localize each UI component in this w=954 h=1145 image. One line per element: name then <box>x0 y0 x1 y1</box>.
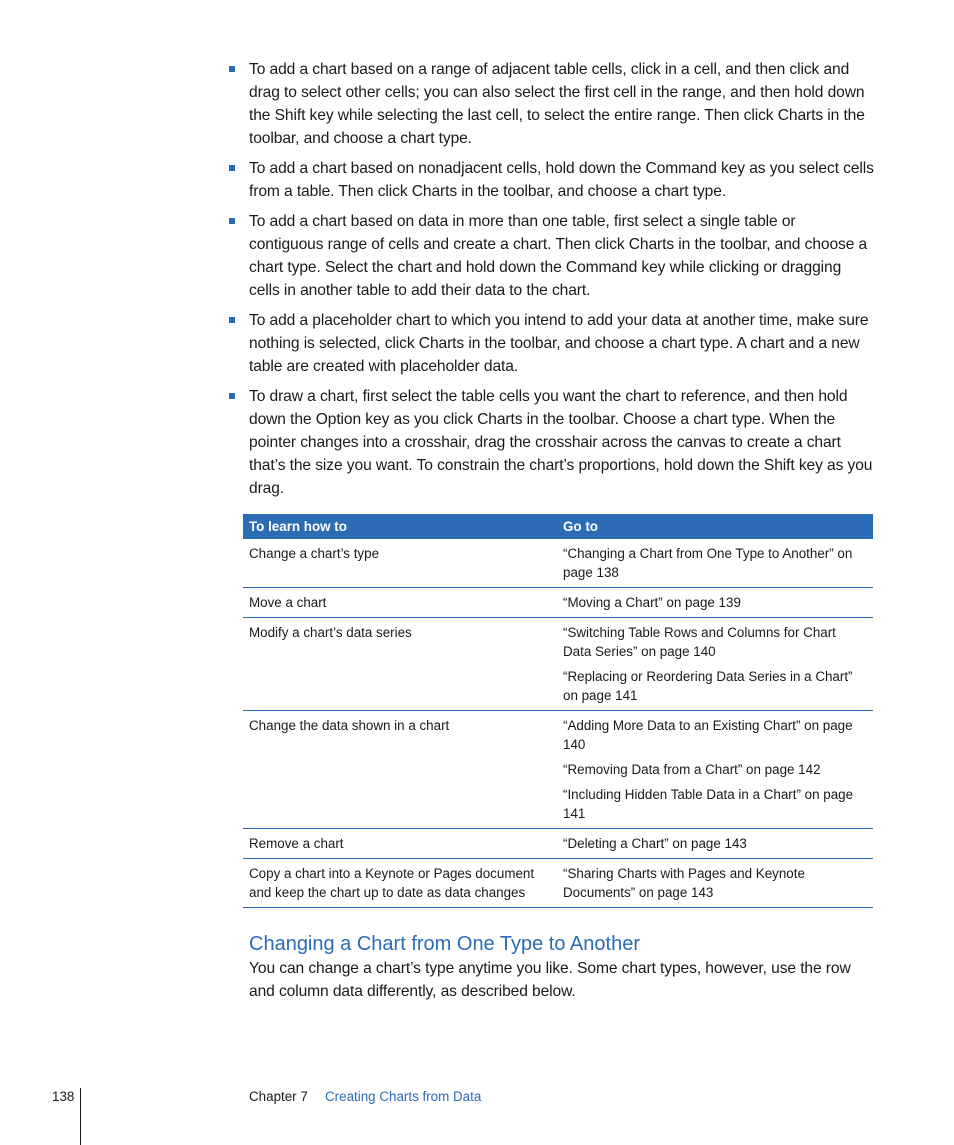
cross-reference: “Sharing Charts with Pages and Keynote Documents” on page 143 <box>563 866 805 900</box>
bullet-item <box>228 210 874 302</box>
goto-cell <box>557 618 873 711</box>
square-bullet-icon <box>229 218 235 224</box>
bullet-item <box>228 309 874 378</box>
square-bullet-icon <box>229 393 235 399</box>
cross-reference: “Replacing or Reordering Data Series in a Chart” on page 141 <box>563 669 853 703</box>
table-row <box>243 859 873 908</box>
task-cell: Change the data shown in a chart <box>243 711 557 829</box>
square-bullet-icon <box>229 317 235 323</box>
reference-table <box>243 514 873 908</box>
bullet-text: To add a chart based on data in more than one table, first select a single table or contiguous range of cells and create a chart. Then click Charts in the toolbar, and choose a chart type. Select the chart and hold down the Command key while clicking or dragging cells in another table to add their data to the chart. <box>249 213 868 299</box>
table-row <box>243 829 873 859</box>
goto-cell <box>557 588 873 618</box>
table-row <box>243 539 873 588</box>
goto-cell <box>557 711 873 829</box>
bullet-text: To add a chart based on a range of adjacent table cells, click in a cell, and then click and drag to select other cells; you can also select the first cell in the range, and then hold down the Shift key while selecting the last cell, to select the entire range. Then click Charts in the toolbar, and choose a chart type. <box>249 61 865 147</box>
task-cell: Copy a chart into a Keynote or Pages document and keep the chart up to date as data changes <box>243 859 557 908</box>
footer-divider <box>80 1088 81 1145</box>
cross-reference: “Switching Table Rows and Columns for Chart Data Series” on page 140 <box>563 625 836 659</box>
table-row <box>243 618 873 711</box>
bullet-item <box>228 58 874 150</box>
footer-chapter-title: Creating Charts from Data <box>325 1089 482 1104</box>
bullet-item <box>228 157 874 203</box>
table-row <box>243 588 873 618</box>
bullet-list <box>228 58 874 507</box>
table-row <box>243 711 873 829</box>
section-body: You can change a chart’s type anytime you like. Some chart types, however, use the row and column data differently, as described below. <box>249 960 851 1000</box>
bullet-item <box>228 385 874 500</box>
footer-chapter: Chapter 7 <box>249 1089 308 1104</box>
task-cell: Change a chart’s type <box>243 539 557 588</box>
task-cell: Move a chart <box>243 588 557 618</box>
column-header-goto: Go to <box>557 514 873 539</box>
task-cell: Modify a chart’s data series <box>243 618 557 711</box>
bullet-text: To draw a chart, first select the table cells you want the chart to reference, and then hold down the Option key as you click Charts in the toolbar. Choose a chart type. When the pointer changes into a crosshair, drag the crosshair across the canvas to create a chart that’s the size you want. To constrain the chart’s proportions, hold down the Shift key as you drag. <box>249 388 873 497</box>
task-cell: Remove a chart <box>243 829 557 859</box>
table-header-row <box>243 514 873 539</box>
square-bullet-icon <box>229 66 235 72</box>
goto-cell <box>557 859 873 908</box>
cross-reference: “Changing a Chart from One Type to Another” on page 138 <box>563 546 853 580</box>
bullet-text: To add a placeholder chart to which you intend to add your data at another time, make sure nothing is selected, click Charts in the toolbar, and choose a chart type. A chart and a new table are created with placeholder data. <box>249 312 869 375</box>
page-number: 138 <box>52 1089 75 1104</box>
cross-reference: “Deleting a Chart” on page 143 <box>563 836 747 851</box>
goto-cell <box>557 829 873 859</box>
square-bullet-icon <box>229 165 235 171</box>
cross-reference: “Including Hidden Table Data in a Chart” on page 141 <box>563 787 854 821</box>
cross-reference: “Removing Data from a Chart” on page 142 <box>563 762 821 777</box>
goto-cell <box>557 539 873 588</box>
cross-reference: “Moving a Chart” on page 139 <box>563 595 741 610</box>
cross-reference: “Adding More Data to an Existing Chart” on page 140 <box>563 718 853 752</box>
bullet-text: To add a chart based on nonadjacent cells, hold down the Command key as you select cells from a table. Then click Charts in the toolbar, and choose a chart type. <box>249 160 874 200</box>
section-heading: Changing a Chart from One Type to Another <box>249 933 640 955</box>
column-header-task: To learn how to <box>243 514 557 539</box>
